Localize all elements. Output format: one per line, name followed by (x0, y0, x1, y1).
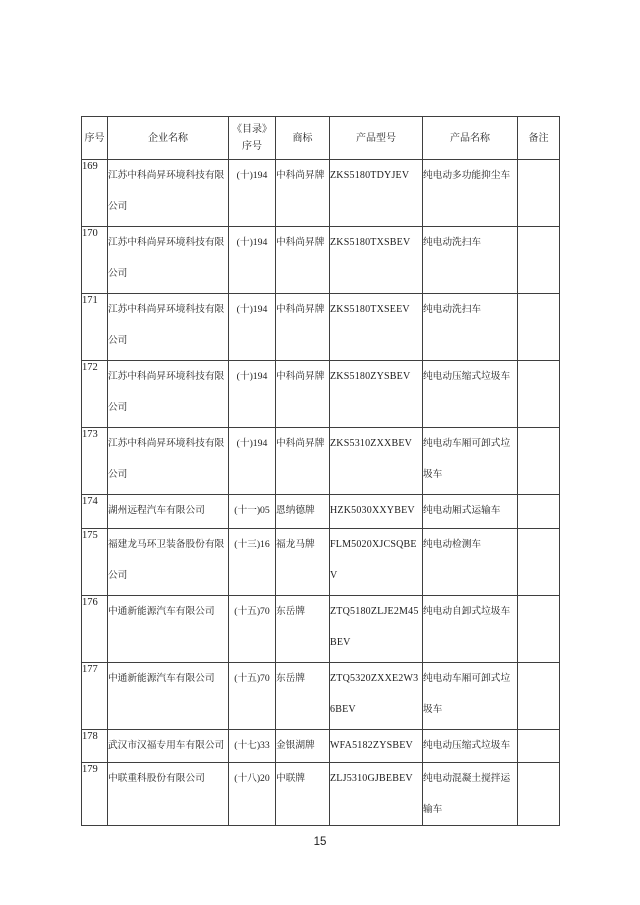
product-model-cell: ZKS5180ZYSBEV (330, 361, 423, 428)
note-cell (518, 294, 560, 361)
brand-cell: 中科尚昇牌 (276, 160, 330, 227)
table-row (82, 763, 560, 826)
product-name-cell: 纯电动压缩式垃圾车 (423, 730, 518, 763)
seq-cell: 179 (82, 763, 108, 826)
table-row (82, 663, 560, 730)
seq-cell: 178 (82, 730, 108, 763)
catalog-number-cell: (十)194 (229, 428, 276, 495)
company-name-cell: 武汉市汉福专用车有限公司 (108, 730, 229, 763)
note-cell (518, 428, 560, 495)
brand-cell: 恩纳德牌 (276, 495, 330, 529)
seq-cell: 172 (82, 361, 108, 428)
col-header-note: 备注 (518, 117, 560, 160)
catalog-number-cell: (十三)16 (229, 529, 276, 596)
note-cell (518, 596, 560, 663)
col-header-product-name: 产品名称 (423, 117, 518, 160)
seq-cell: 171 (82, 294, 108, 361)
brand-cell: 东岳牌 (276, 596, 330, 663)
product-model-cell: ZKS5180TDYJEV (330, 160, 423, 227)
product-model-cell: ZKS5180TXSBEV (330, 227, 423, 294)
col-header-company: 企业名称 (108, 117, 229, 160)
brand-cell: 东岳牌 (276, 663, 330, 730)
brand-cell: 中联牌 (276, 763, 330, 826)
product-model-cell: FLM5020XJCSQBEV (330, 529, 423, 596)
catalog-number-cell: (十)194 (229, 361, 276, 428)
product-name-cell: 纯电动压缩式垃圾车 (423, 361, 518, 428)
note-cell (518, 227, 560, 294)
table-header-row (82, 117, 560, 160)
product-model-cell: ZTQ5180ZLJE2M45BEV (330, 596, 423, 663)
table-row (82, 495, 560, 529)
company-name-cell: 中通新能源汽车有限公司 (108, 663, 229, 730)
product-model-cell: WFA5182ZYSBEV (330, 730, 423, 763)
note-cell (518, 730, 560, 763)
product-name-cell: 纯电动洗扫车 (423, 294, 518, 361)
company-name-cell: 中联重科股份有限公司 (108, 763, 229, 826)
product-model-cell: ZTQ5320ZXXE2W36BEV (330, 663, 423, 730)
product-model-cell: ZKS5180TXSEEV (330, 294, 423, 361)
vehicle-catalog-table (81, 116, 560, 826)
table-row (82, 428, 560, 495)
company-name-cell: 湖州远程汽车有限公司 (108, 495, 229, 529)
product-name-cell: 纯电动厢式运输车 (423, 495, 518, 529)
product-model-cell: HZK5030XXYBEV (330, 495, 423, 529)
company-name-cell: 江苏中科尚昇环境科技有限公司 (108, 294, 229, 361)
note-cell (518, 160, 560, 227)
table-row (82, 294, 560, 361)
seq-cell: 177 (82, 663, 108, 730)
product-name-cell: 纯电动多功能抑尘车 (423, 160, 518, 227)
product-name-cell: 纯电动自卸式垃圾车 (423, 596, 518, 663)
company-name-cell: 中通新能源汽车有限公司 (108, 596, 229, 663)
product-name-cell: 纯电动混凝土搅拌运输车 (423, 763, 518, 826)
seq-cell: 173 (82, 428, 108, 495)
company-name-cell: 福建龙马环卫装备股份有限公司 (108, 529, 229, 596)
seq-cell: 176 (82, 596, 108, 663)
seq-cell: 175 (82, 529, 108, 596)
table-row (82, 227, 560, 294)
table-row (82, 361, 560, 428)
col-header-brand: 商标 (276, 117, 330, 160)
col-header-model: 产品型号 (330, 117, 423, 160)
product-model-cell: ZLJ5310GJBEBEV (330, 763, 423, 826)
table-body (82, 160, 560, 826)
note-cell (518, 663, 560, 730)
product-name-cell: 纯电动车厢可卸式垃圾车 (423, 663, 518, 730)
product-model-cell: ZKS5310ZXXBEV (330, 428, 423, 495)
brand-cell: 中科尚昇牌 (276, 361, 330, 428)
seq-cell: 170 (82, 227, 108, 294)
table-row (82, 596, 560, 663)
col-header-seq: 序号 (82, 117, 108, 160)
seq-cell: 169 (82, 160, 108, 227)
product-name-cell: 纯电动检测车 (423, 529, 518, 596)
catalog-number-cell: (十一)05 (229, 495, 276, 529)
catalog-number-cell: (十)194 (229, 227, 276, 294)
company-name-cell: 江苏中科尚昇环境科技有限公司 (108, 227, 229, 294)
brand-cell: 中科尚昇牌 (276, 428, 330, 495)
note-cell (518, 763, 560, 826)
seq-cell: 174 (82, 495, 108, 529)
brand-cell: 中科尚昇牌 (276, 227, 330, 294)
brand-cell: 金银湖牌 (276, 730, 330, 763)
brand-cell: 中科尚昇牌 (276, 294, 330, 361)
catalog-number-cell: (十八)20 (229, 763, 276, 826)
table-row (82, 160, 560, 227)
note-cell (518, 495, 560, 529)
company-name-cell: 江苏中科尚昇环境科技有限公司 (108, 361, 229, 428)
note-cell (518, 529, 560, 596)
col-header-catalog-number: 《目录》序号 (229, 117, 276, 160)
company-name-cell: 江苏中科尚昇环境科技有限公司 (108, 160, 229, 227)
table-row (82, 529, 560, 596)
catalog-number-cell: (十)194 (229, 160, 276, 227)
page-number: 15 (313, 836, 327, 848)
product-name-cell: 纯电动车厢可卸式垃圾车 (423, 428, 518, 495)
catalog-number-cell: (十)194 (229, 294, 276, 361)
note-cell (518, 361, 560, 428)
company-name-cell: 江苏中科尚昇环境科技有限公司 (108, 428, 229, 495)
catalog-number-cell: (十五)70 (229, 663, 276, 730)
brand-cell: 福龙马牌 (276, 529, 330, 596)
catalog-number-cell: (十五)70 (229, 596, 276, 663)
catalog-number-cell: (十七)33 (229, 730, 276, 763)
product-name-cell: 纯电动洗扫车 (423, 227, 518, 294)
table-row (82, 730, 560, 763)
